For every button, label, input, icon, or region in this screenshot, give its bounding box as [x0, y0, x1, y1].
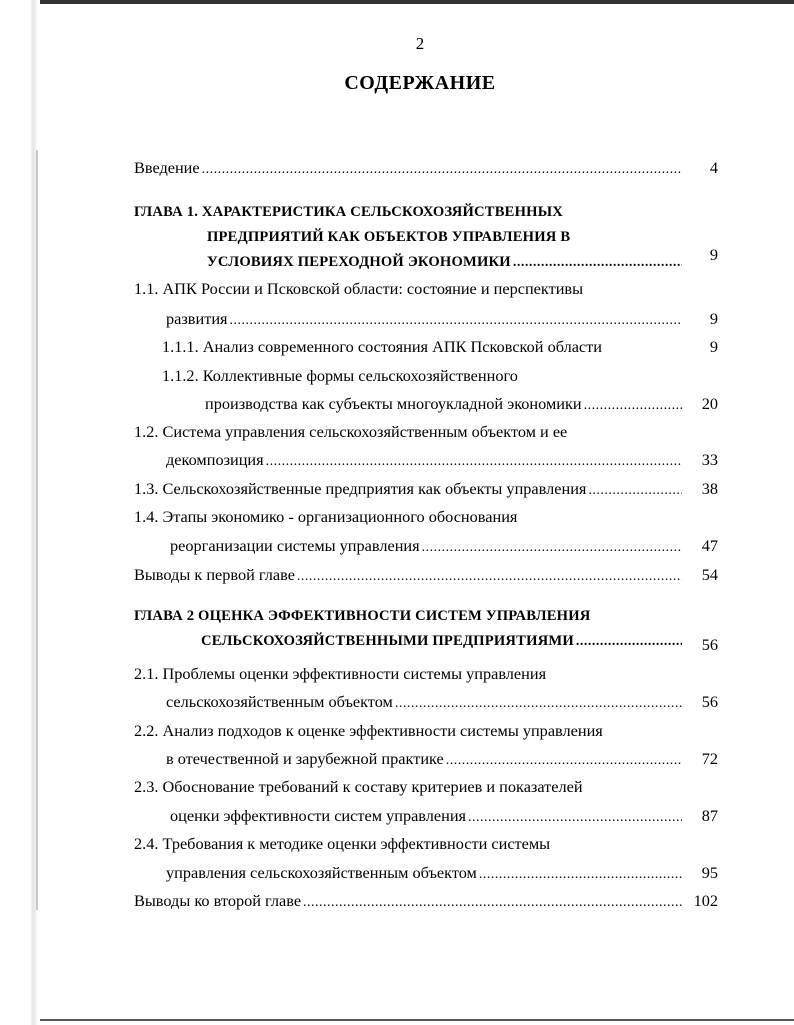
toc-entry-1-1[interactable]: [166, 308, 684, 330]
toc-entry-label: реорганизации системы управления: [170, 536, 420, 555]
chapter-2-heading-line1[interactable]: ГЛАВА 2 ОЦЕНКА ЭФФЕКТИВНОСТИ СИСТЕМ УПРАВЛЕНИЯ: [134, 608, 591, 624]
leader-dots: [230, 310, 682, 332]
toc-entry-2-4-line1[interactable]: 2.4. Требования к методике оценки эффективности системы: [134, 834, 551, 853]
toc-entry-1-1-1[interactable]: 1.1.1. Анализ современного состояния АПК Псковской области: [162, 337, 602, 356]
toc-entry-label: управления сельскохозяйственным объектом: [166, 863, 477, 882]
toc-page-number: 33: [701, 450, 718, 469]
leader-dots: [202, 159, 682, 181]
toc-entry-label: в отечественной и зарубежной практике: [166, 749, 444, 768]
toc-entry-label: декомпозиция: [166, 450, 264, 469]
toc-entry-label: оценки эффективности систем управления: [170, 806, 467, 825]
toc-entry-2-2[interactable]: [166, 748, 684, 770]
toc-entry-label: Выводы ко второй главе: [134, 891, 302, 910]
toc-entry-2-1[interactable]: [166, 691, 684, 713]
toc-page-number: 95: [701, 863, 718, 882]
toc-entry-2-3-line1[interactable]: 2.3. Обоснование требований к составу критериев и показателей: [134, 777, 583, 796]
toc-page-number: 54: [701, 565, 718, 584]
toc-page-number: 38: [701, 479, 718, 498]
toc-entry-1-3[interactable]: [134, 478, 684, 500]
toc-entry-1-2[interactable]: [166, 449, 684, 471]
toc-page-number: 20: [701, 394, 718, 413]
toc-entry-1-4-line1[interactable]: 1.4. Этапы экономико - организационного обоснования: [134, 507, 518, 526]
chapter-1-heading-line2[interactable]: ПРЕДПРИЯТИЙ КАК ОБЪЕКТОВ УПРАВЛЕНИЯ В: [207, 229, 571, 245]
toc-page-number: 9: [709, 337, 718, 356]
leader-dots: [513, 252, 682, 274]
toc-entry-chapter-2[interactable]: [201, 630, 684, 652]
leader-dots: [297, 566, 682, 588]
toc-entry-1-2-line1[interactable]: 1.2. Система управления сельскохозяйственным объектом и ее: [134, 422, 568, 441]
toc-page-number: 56: [701, 692, 718, 711]
toc-entry-2-1-line1[interactable]: 2.1. Проблемы оценки эффективности системы управления: [134, 664, 547, 683]
toc-entry-1-1-2[interactable]: [205, 393, 684, 415]
chapter-1-heading-line3: УСЛОВИЯХ ПЕРЕХОДНОЙ ЭКОНОМИКИ: [207, 254, 511, 270]
toc-page-number: 47: [701, 536, 718, 555]
page-number: 2: [415, 34, 425, 53]
toc-entry-label: сельскохозяйственным объектом: [166, 692, 393, 711]
chapter-2-heading-line2: СЕЛЬСКОХОЗЯЙСТВЕННЫМИ ПРЕДПРИЯТИЯМИ: [201, 633, 574, 649]
toc-entry-2-4[interactable]: [166, 862, 684, 884]
toc-entry-2-3[interactable]: [170, 805, 684, 827]
toc-page-number: 9: [709, 309, 718, 328]
leader-dots: [266, 451, 682, 473]
toc-page-number: 56: [701, 635, 718, 654]
toc-page-number: 87: [701, 806, 718, 825]
toc-entry-label: Введение: [134, 158, 200, 177]
toc-entry-1-4[interactable]: [170, 535, 684, 557]
toc-page-number: 4: [709, 158, 718, 177]
leader-dots: [588, 480, 682, 502]
leader-dots: [468, 807, 682, 829]
toc-entry-1-1-line1[interactable]: 1.1. АПК России и Псковской области: состояние и перспективы: [134, 279, 584, 298]
toc-entry-label: производства как субъекты многоукладной экономики: [205, 394, 582, 413]
leader-dots: [422, 537, 682, 559]
toc-page-number: 102: [693, 891, 718, 910]
toc-entry-2-2-line1[interactable]: 2.2. Анализ подходов к оценке эффективности системы управления: [134, 721, 603, 740]
page-title: СОДЕРЖАНИЕ: [344, 72, 496, 94]
chapter-1-heading-line1[interactable]: ГЛАВА 1. ХАРАКТЕРИСТИКА СЕЛЬСКОХОЗЯЙСТВЕННЫХ: [134, 204, 563, 220]
toc-entry-label: 1.3. Сельскохозяйственные предприятия как объекты управления: [134, 479, 587, 498]
scan-edge-line: [36, 150, 38, 910]
leader-dots: [479, 864, 682, 886]
toc-entry-conclusions-2[interactable]: [134, 890, 684, 912]
leader-dots: [576, 631, 682, 653]
toc-page-number: 9: [709, 245, 718, 264]
toc-entry-conclusions-1[interactable]: [134, 564, 684, 586]
leader-dots: [584, 395, 682, 417]
toc-entry-chapter-1[interactable]: [207, 251, 684, 273]
toc-entry-intro[interactable]: [134, 157, 684, 179]
toc-entry-1-1-2-line1[interactable]: 1.1.2. Коллективные формы сельскохозяйственного: [162, 366, 518, 385]
leader-dots: [446, 750, 682, 772]
toc-entry-label: развития: [166, 309, 228, 328]
leader-dots: [303, 892, 682, 914]
toc-page-number: 72: [701, 749, 718, 768]
scan-bottom-border: [40, 1019, 794, 1021]
toc-entry-label: Выводы к первой главе: [134, 565, 295, 584]
leader-dots: [395, 693, 682, 715]
scan-top-border: [40, 0, 794, 4]
